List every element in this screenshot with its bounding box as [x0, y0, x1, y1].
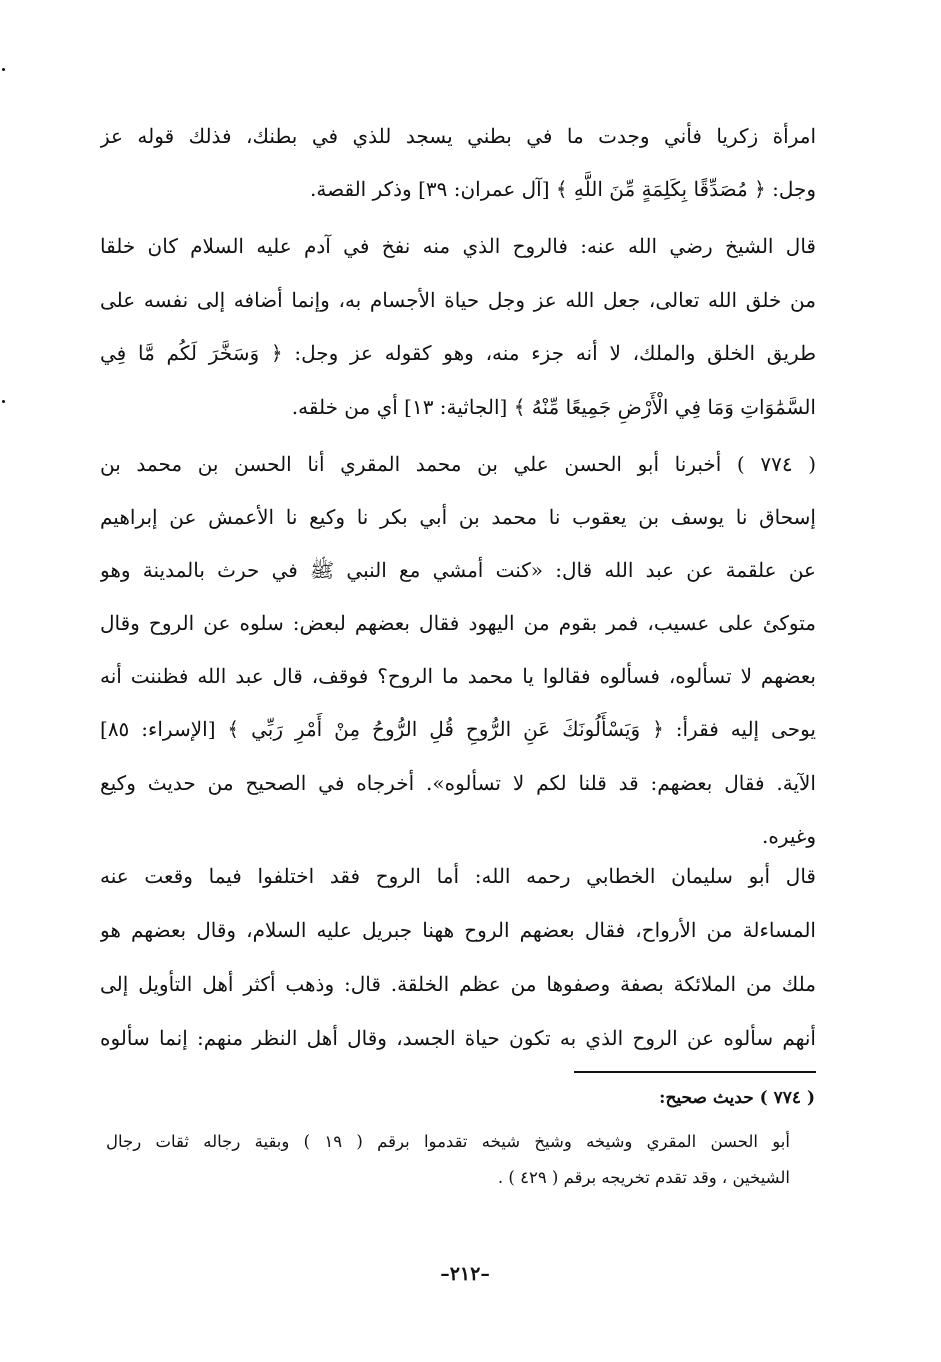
text-line: قال أبو سليمان الخطابي رحمه الله: أما الروح فقد اختلفوا فيما وقعت عنه	[100, 864, 816, 888]
paragraph-4	[100, 849, 816, 1065]
text-line: بعضهم لا تسألوه، فسألوه فقالوا يا محمد ما الروح؟ فوقف، قال عبد الله فظننت أنه	[100, 664, 816, 689]
text-line: متوكئ على عسيب، فمر بقوم من اليهود فقال بعضهم لبعض: سلوه عن الروح وقال	[100, 611, 816, 636]
text-line: أنهم سألوه عن الروح الذي به تكون حياة الجسد، وقال أهل النظر منهم: إنما سألوه	[100, 1026, 816, 1050]
footnote-line: أبو الحسن المقري وشيخه وشيخ شيخه تقدموا برقم ( ١٩ ) وبقية رجاله ثقات رجال	[106, 1132, 790, 1151]
scan-mark	[2, 68, 5, 71]
page-number: –٢١٢–	[440, 1263, 490, 1285]
footnote-heading: ( ٧٧٤ ) حديث صحيح:	[659, 1088, 815, 1108]
text-line: طريق الخلق والملك، لا أنه جزء منه، وهو كقوله عز وجل: ﴿ وَسَخَّرَ لَكُم مَّا فِي	[100, 341, 816, 365]
paragraph-1	[100, 110, 816, 216]
text-line: وجل: ﴿ مُصَدِّقًا بِكَلِمَةٍ مِّنَ اللَّهِ ﴾ [آل عمران: ٣٩] وذكر القصة.	[310, 177, 816, 201]
text-line: من خلق الله تعالى، جعل الله عز وجل حياة الأجسام به، وإنما أضافه إلى نفسه على	[100, 287, 816, 312]
text-line: يوحى إليه فقرأ: ﴿ وَيَسْأَلُونَكَ عَنِ الرُّوحِ قُلِ الرُّوحُ مِنْ أَمْرِ رَبِّي ﴾ [الإسراء: ٨٥]	[100, 717, 816, 742]
hadith-774-paragraph	[100, 438, 816, 863]
text-line: وغيره.	[761, 823, 816, 848]
paragraph-2	[100, 220, 816, 434]
footnote-line: الشيخين ، وقد تقدم تخريجه برقم ( ٤٢٩ ) .	[497, 1168, 790, 1187]
text-line: ( ٧٧٤ ) أخبرنا أبو الحسن علي بن محمد المقري أنا الحسن بن محمد بن	[100, 452, 816, 476]
text-line: قال الشيخ رضي الله عنه: فالروح الذي منه نفخ في آدم عليه السلام كان خلقا	[100, 234, 816, 258]
text-line: المساءلة من الأرواح، فقال بعضهم الروح ههنا جبريل عليه السلام، وقال بعضهم هو	[100, 918, 816, 942]
text-line: ملك من الملائكة بصفة وصفوها من عظم الخلقة. قال: وذهب أكثر أهل التأويل إلى	[100, 972, 816, 996]
scan-mark	[2, 400, 5, 403]
text-line: السَّمَٰوَاتِ وَمَا فِي الْأَرْضِ جَمِيعًا مِّنْهُ ﴾ [الجاثية: ١٣] أي من خلقه.	[291, 394, 816, 419]
footnote-separator	[574, 1071, 816, 1073]
text-line: عن علقمة عن عبد الله قال: «كنت أمشي مع النبي ﷺ في حرث بالمدينة وهو	[100, 558, 816, 583]
text-line: امرأة زكريا فأني وجدت ما في بطني يسجد للذي في بطنك، فذلك قوله عز	[100, 124, 816, 148]
text-line: الآية. فقال بعضهم: قد قلنا لكم لا تسألوه». أخرجاه في الصحيح من حديث وكيع	[100, 770, 816, 795]
text-line: إسحاق نا يوسف بن يعقوب نا محمد بن أبي بكر نا وكيع نا الأعمش عن إبراهيم	[100, 505, 816, 530]
footnote-body	[106, 1124, 790, 1196]
